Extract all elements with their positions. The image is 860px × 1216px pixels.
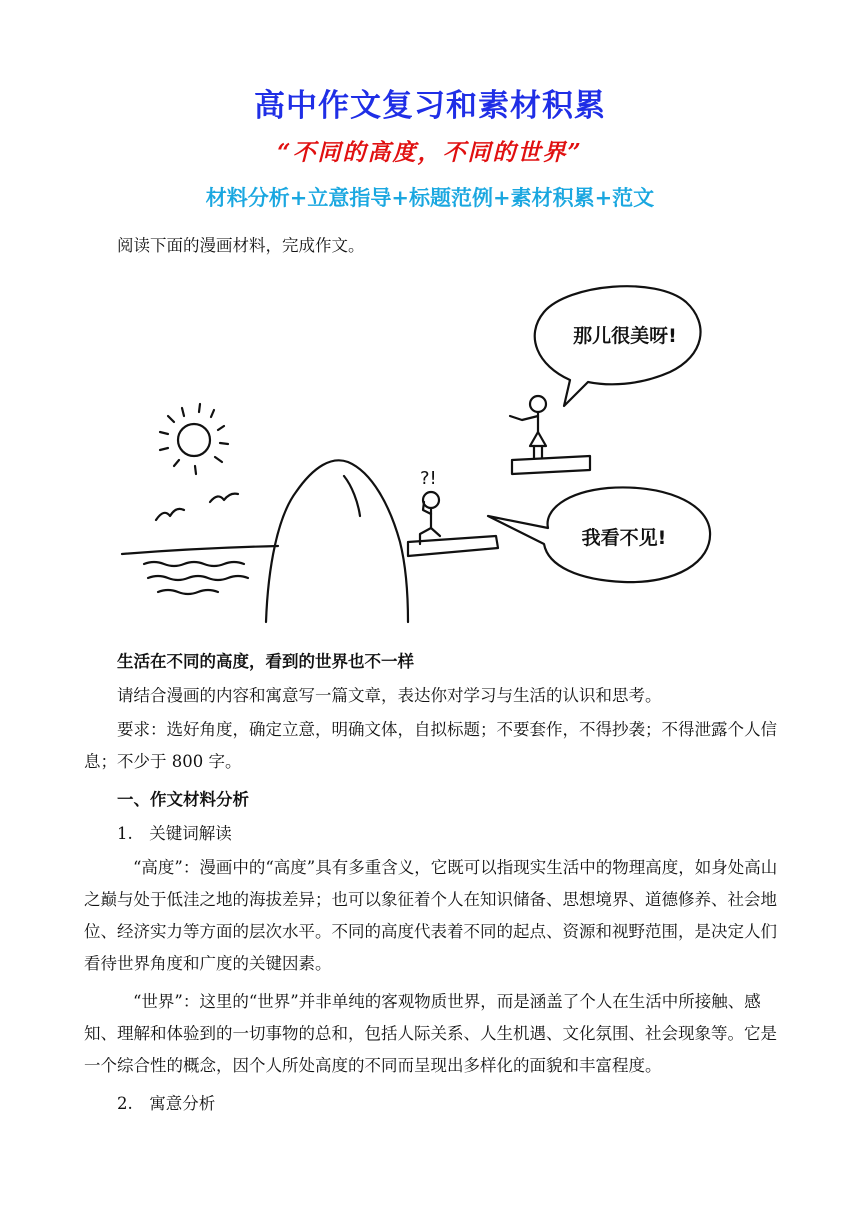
list-item-meaning: 2. 寓意分析 [117, 1094, 216, 1113]
wave [148, 576, 248, 580]
cartoon-caption: 生活在不同的高度，看到的世界也不一样 [117, 652, 414, 671]
content-outline: 材料分析+立意指导+标题范例+素材积累+范文 [205, 185, 655, 210]
paragraph-world: “世界”：这里的“世界”并非单纯的客观物质世界，而是涵盖了个人在生活中所接触、感知、理解和体验到的一切事物的总和，包括人际关系、人生机遇、文化氛围、社会现象等。它是一个综合性的概念，因个人所处高度的不同而呈现出多样化的面貌和丰富程度。 [84, 992, 777, 1075]
list-item-keywords: 1. 关键词解读 [117, 824, 232, 843]
low-platform [408, 536, 498, 556]
sea-line [122, 546, 278, 554]
paragraph-height: “高度”：漫画中的“高度”具有多重含义，它既可以指现实生活中的物理高度，如身处高山之巅与处于低洼之地的海拔差异；也可以象征着个人在知识储备、思想境界、道德修养、社会地位、经济实力等方面的层次水平。不同的高度代表着不同的起点、资源和视野范围，是决定人们看待世界角度和广度的关键因素。 [84, 858, 778, 973]
bird-icon [210, 494, 238, 502]
high-platform [512, 456, 590, 474]
wave [144, 562, 244, 566]
bird-icon [156, 509, 184, 520]
wave [158, 590, 218, 594]
bubble-top-text: 那儿很美呀! [573, 325, 677, 347]
mountain [266, 460, 408, 622]
sun-icon [160, 404, 228, 474]
page-subtitle: “不同的高度，不同的世界” [277, 139, 583, 166]
requirements-text: 要求：选好角度，确定立意，明确文体，自拟标题；不要套作，不得抄袭；不得泄露个人信息；不少于 800 字。 [84, 720, 777, 771]
section-heading: 一、作文材料分析 [117, 790, 249, 809]
cartoon-illustration [118, 266, 716, 628]
question-marks: ?! [420, 468, 437, 489]
intro-text: 阅读下面的漫画材料，完成作文。 [117, 236, 365, 255]
page-title: 高中作文复习和素材积累 [254, 88, 606, 124]
task-prompt: 请结合漫画的内容和寓意写一篇文章，表达你对学习与生活的认识和思考。 [117, 686, 662, 705]
bubble-bottom-text: 我看不见! [581, 527, 667, 549]
